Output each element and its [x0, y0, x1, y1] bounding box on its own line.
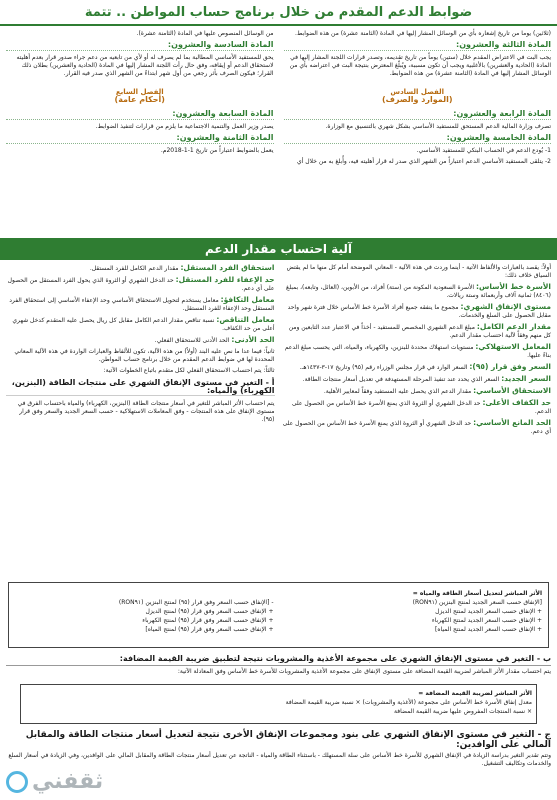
- watermark-text: ثقفني: [32, 769, 104, 794]
- subsection-c-text: وتتم تقدير التغير بدراسة الزيادة في الإنفاق الشهري للأسرة خط الأساس على سلة المستهلك - باستثناء الطاقة والمياه - الناتجة عن تعديل أسعار منتجات الطاقة والمقابل المالي على الوافدين، وفي الزيادة في أسعار السلع والخدمات وتكاليف التشغيل.: [8, 752, 551, 767]
- definition-item: [283, 323, 552, 340]
- definition-item: [283, 387, 552, 396]
- definition-text: مجموع ما ينفقه جميع أفراد الأسرة خط الأساس خلال فترة شهر واحد مقابل الحصول على السلع والخدمات.: [287, 304, 551, 319]
- formula-right-line: + الإنفاق حسب السعر الجديد لمنتج المياه]: [435, 626, 542, 633]
- definition-item: [283, 363, 552, 372]
- definition-item: [283, 419, 552, 436]
- definitions-right-column: [283, 264, 552, 574]
- definition-item: [283, 343, 552, 360]
- page-title: ضوابط الدعم المقدم من خلال برنامج حساب المواطن .. تتمة: [84, 4, 473, 20]
- article-23-text: يجب البت في الاعتراض المقدم خلال (ستين) يوماً من تاريخ تقديمه، وتصدر قرارات اللجنة المشار إليها في المادة (الحادية والعشرين) بالأغلبية ويجب أن تكون مسببة، ويُبلّغ المعترض بنتيجة البت في اعتراضه بأي من الوسائل المشار إليها في المادة (الثامنة عشرة) من هذه الضوابط.: [289, 54, 551, 77]
- definition-text: حد الدخل الشهري أو الثروة الذي يمنع الأسرة خط الأساس من الحصول على أي دعم.: [282, 420, 551, 435]
- chapter-7-title: (أحكام عامة): [114, 95, 165, 104]
- definition-term: الحد الأدنى:: [231, 335, 275, 344]
- formula-left-line: + الإنفاق حسب السعر وفق قرار (٩٥) لمنتج الكهرباء: [142, 617, 274, 624]
- definition-term: حد الكفاف الأعلى:: [482, 398, 551, 407]
- definition-text: حد الدخل الشهري أو الثروة الذي يحول الفرد المستقل من الحصول على أي دعم.: [7, 277, 275, 292]
- subsection-c: [0, 728, 557, 772]
- chapter-6-title: (الموارد والصرف): [381, 95, 453, 104]
- subsection-b: [0, 652, 557, 680]
- vat-formula-box: [20, 684, 537, 724]
- definition-term: معامل التكافؤ:: [220, 295, 275, 304]
- section-banner: [0, 238, 557, 260]
- formula-right-line: + الإنفاق حسب السعر الجديد لمنتج الديزل: [435, 608, 542, 615]
- definition-text: نسبة تناقص مقدار الدعم الكامل مقابل كل ريال يحصل عليه المتقدم كدخل شهري أعلى من حد الكفاف.: [12, 317, 275, 332]
- vat-formula-line: معدل إنفاق الأسرة خط الأساس على مجموعة (الأغذية والمشروبات) × نسبة ضريبة القيمة المضافة: [285, 699, 532, 706]
- article-27-text: يصدر وزير العمل والتنمية الاجتماعية ما يلزم من قرارات لتنفيذ الضوابط.: [95, 123, 274, 130]
- definition-item: [6, 348, 275, 364]
- definition-term: استحقاق الفرد المستقل:: [180, 263, 275, 272]
- regulations-section: [0, 26, 557, 238]
- definition-text: معامل يستخدم لتحويل الاستحقاق الأساسي وحد الإعفاء الأساسي إلى استحقاق الفرد المستقل وحد الإعفاء للفرد المستقل.: [9, 297, 275, 312]
- subsection-a-text: يتم احتساب الأثر المباشر للتغير في أسعار منتجات الطاقة (البنزين، الكهرباء) والمياه باحتساب الفرق في مستوى الإنفاق على هذه المنتجات - وفق المعاملات الاستهلاكية - حسب السعر الجديد والسعر وفق قرار (٩٥).: [17, 400, 275, 423]
- chapter-7-label: الفصل السابع: [115, 88, 164, 96]
- article-28-text: يعمل بالضوابط اعتباراً من تاريخ 1-1-2018م.: [160, 147, 274, 154]
- definition-item: [283, 375, 552, 384]
- definition-term: مستوى الإنفاق الشهري:: [460, 302, 551, 311]
- section-banner-title: آلية احتساب مقدار الدعم: [205, 242, 352, 256]
- definitions-left-column: [6, 264, 275, 574]
- definition-text: ثالثاً: يتم احتساب الاستحقاق الفعلي لكل متقدم باتباع الخطوات الآتية:: [103, 367, 275, 374]
- formula-left-line: + الإنفاق حسب السعر وفق قرار (٩٥) لمنتج المياه]: [145, 626, 274, 633]
- vat-formula-line: × نسبة المنتجات المفروض عليها ضريبة القيمة المضافة: [393, 708, 532, 715]
- formula-left: [15, 589, 274, 641]
- definitions-section: [0, 260, 557, 578]
- watermark-logo: [6, 769, 103, 794]
- definition-item: [6, 316, 275, 333]
- definition-item: [6, 296, 275, 313]
- vat-formula-title: الأثر المباشر لضريبة القيمة المضافة =: [418, 690, 532, 697]
- subsection-b-text: يتم احتساب مقدار الأثر المباشر لضريبة القيمة المضافة على مستوى الإنفاق على مجموعة الأغذية والمشروبات للأسرة خط الأساس وفق المعادلة الآتية:: [177, 668, 551, 675]
- definition-term: الاستحقاق الأساسي:: [473, 386, 551, 395]
- article-25-item-1: 1- يُودع الدعم في الحساب البنكي للمستفيد الأساسي.: [416, 147, 551, 154]
- chapter-6-label: الفصل السادس: [390, 88, 445, 96]
- definition-item: [6, 336, 275, 345]
- definition-text: أولاً: يقصد بالعبارات والألفاظ الآتية - أينما وردت في هذه الآلية - المعاني الموضحة أمام كل منها ما لم يقتض السياق خلاف ذلك:: [286, 264, 551, 279]
- definition-item: [6, 367, 275, 375]
- definition-item: [283, 264, 552, 280]
- definition-item: [283, 303, 552, 320]
- definition-term: معامل التناقص:: [216, 315, 275, 324]
- definitions-left-list: [6, 264, 275, 375]
- definition-text: مقدار الدعم الذي يحصل عليه المستفيد وفقاً لمعايير الأهلية.: [323, 388, 472, 395]
- definition-text: السعر الوارد في قرار مجلس الوزراء رقم (٩٥) وتاريخ ١٧-٣-١٤٣٧هـ.: [299, 364, 468, 371]
- formula-title: الأثر المباشر لتعديل أسعار الطاقة والمياه =: [412, 590, 542, 597]
- article-intro-right: (ثلاثين) يوما من تاريخ إشعاره بأي من الوسائل المشار إليها في المادة (الثامنة عشرة) من هذه الضوابط.: [295, 30, 551, 37]
- subsection-b-heading: ب - التغير في مستوى الإنفاق الشهري على مجموعة الأغذية والمشروبات نتيجة لتطبيق ضريبة القيمة المضافة:: [6, 654, 551, 666]
- definition-term: الأسرة خط الأساس:: [476, 282, 551, 291]
- definition-term: حد الإعفاء للفرد المستقل:: [175, 275, 275, 284]
- article-25-item-2: 2- يتلقى المستفيد الأساسي الدعم اعتباراً من الشهر الذي صدر له قرار أهليته فيه، وأُبلغ به من خلال أي: [297, 158, 551, 165]
- energy-formula-box: [8, 582, 549, 648]
- formula-right: [284, 589, 543, 641]
- definition-term: السعر الجديد:: [501, 374, 551, 383]
- definition-item: [6, 276, 275, 293]
- article-23-heading: المادة الثالثة والعشرون:: [284, 41, 552, 51]
- article-27-heading: المادة السابعة والعشرون:: [6, 110, 274, 120]
- definition-text: السعر الذي يحدد عند تنفيذ المرحلة المستهدفة في تعديل أسعار منتجات الطاقة.: [302, 376, 500, 383]
- formula-right-line: [الإنفاق حسب السعر الجديد لمنتج البنزين (RON٩١): [412, 599, 542, 606]
- formula-left-line: + الإنفاق حسب السعر وفق قرار (٩٥) لمنتج الديزل: [145, 608, 274, 615]
- definition-term: الحد المانع الأساسي:: [473, 418, 551, 427]
- subsection-a-heading: أ - التغير في مستوى الإنفاق الشهري على منتجات الطاقة (البنزين، الكهرباء) والمياه:: [6, 379, 275, 396]
- definition-text: ثانياً: فيما عدا ما نص عليه البند (أولاً) من هذه الآلية، تكون للألفاظ والعبارات الواردة في هذه الآلية المعاني المحددة لها في ضوابط الدعم المقدم من خلال برنامج حساب المواطن.: [14, 348, 275, 363]
- definition-term: المعامل الاستهلاكي:: [475, 342, 551, 351]
- article-26-heading: المادة السادسة والعشرون:: [6, 41, 274, 51]
- article-24-text: تصرف وزارة المالية الدعم المستحق للمستفيد الأساسي بشكل شهري بالتنسيق مع الوزارة.: [325, 123, 551, 130]
- definition-text: مقدار الدعم الكامل للفرد المستقل.: [89, 265, 179, 272]
- definition-text: حد الدخل الشهري أو الثروة الذي يمنع الأسرة خط الأساس من الحصول على الدعم.: [291, 400, 551, 415]
- regulations-left-column: [6, 30, 274, 234]
- definition-text: مستويات استهلاك محددة للبنزين، والكهرباء، والمياه، التي يحسب مبلغ الدعم بناءً عليها.: [284, 344, 551, 359]
- page-title-bar: [0, 0, 557, 26]
- definition-item: [6, 264, 275, 273]
- definition-text: الأسرة السعودية المكونة من (ستة) أفراد، من الأبوين، (العائل، وتابعه)، بمبلغ (٨٤٠٦) ثمانية آلاف وأربعمائة وستة ريالات.: [286, 284, 551, 299]
- formula-right-line: + الإنفاق حسب السعر الجديد لمنتج الكهرباء: [431, 617, 542, 624]
- logo-icon: [6, 771, 28, 793]
- article-intro-left: من الوسائل المنصوص عليها في المادة (الثامنة عشرة).: [136, 30, 274, 37]
- article-26-text: يحق للمستفيد الأساسي المطالبة بما لم يصرف له أو لأي من تابعيه من دعم جراء صدور قرار بعدم أهليته لاستحقاق الدعم أو إيقافه، وفق حال رأت اللجنة المشار إليها في المادة (الحادية والعشرين) بطلان ذلك القرار؛ فيكون الصرف بأثر رجعي من أول شهر ابتداءً من الشهر الذي صدر فيه القرار.: [16, 54, 274, 77]
- subsection-c-heading: ج - التغير في مستوى الإنفاق الشهري على بنود ومجموعات الإنفاق الأخرى نتيجة لتعديل أسعار منتجات الطاقة والمقابل المالي على الوافدين:: [25, 730, 551, 750]
- definition-item: [283, 283, 552, 300]
- article-24-heading: المادة الرابعة والعشرون:: [284, 110, 552, 120]
- regulations-right-column: [284, 30, 552, 234]
- definition-text: الحد الأدنى للاستحقاق الفعلي.: [154, 337, 230, 344]
- definition-term: مقدار الدعم الكامل:: [476, 322, 551, 331]
- definition-text: مبلغ الدعم الشهري المخصص للمستفيد - أخذاً في الاعتبار عدد التابعين ومن كل منهم وفقاً لآلية احتساب مقدار الدعم.: [288, 324, 551, 339]
- article-25-heading: المادة الخامسة والعشرون:: [284, 134, 552, 144]
- formula-left-line: - [الإنفاق حسب السعر وفق قرار (٩٥) لمنتج البنزين (RON٩١): [118, 599, 274, 606]
- definition-item: [283, 399, 552, 416]
- definition-term: السعر وفق قرار (٩٥):: [469, 362, 551, 371]
- article-28-heading: المادة الثامنة والعشرون:: [6, 134, 274, 144]
